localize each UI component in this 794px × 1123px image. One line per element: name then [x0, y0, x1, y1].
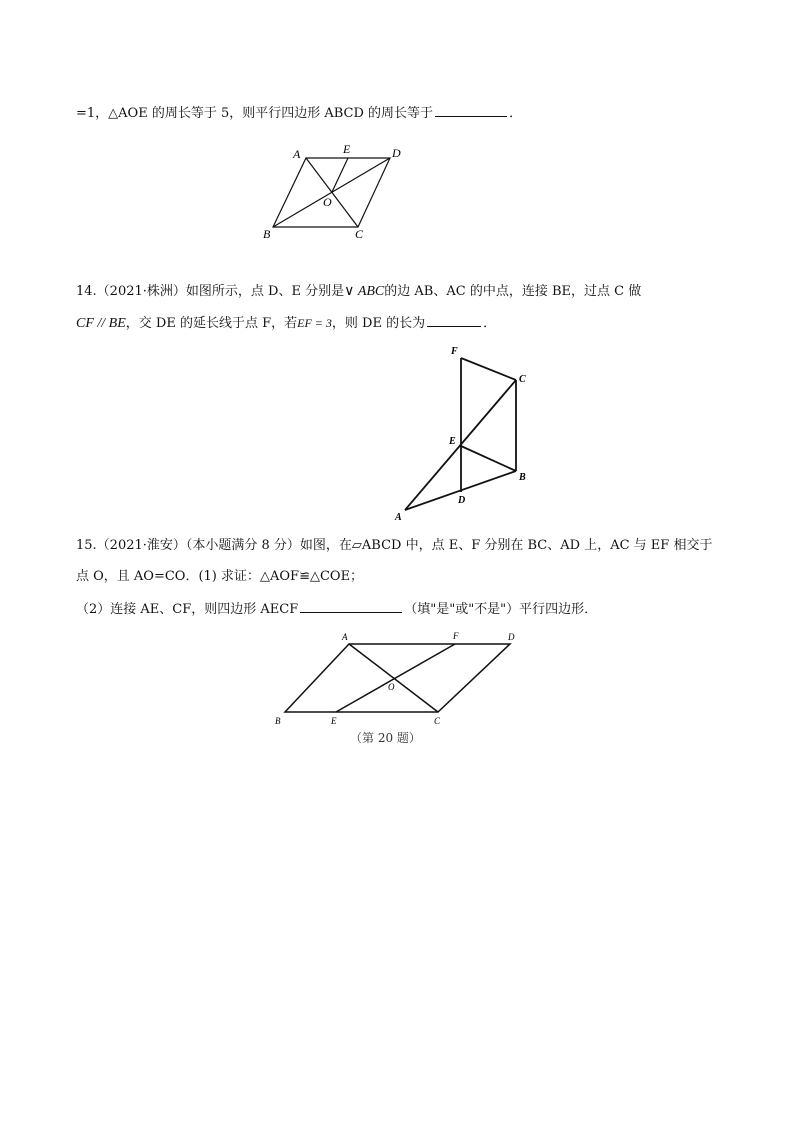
q15-line3-b: （填"是"或"不是"）平行四边形．: [404, 602, 598, 617]
q15-answer-blank[interactable]: [300, 600, 402, 613]
q13-answer-blank[interactable]: [435, 104, 507, 117]
q15-label-e: E: [331, 716, 337, 726]
q14-label-e: E: [449, 436, 456, 447]
q15-label-f: F: [453, 631, 459, 641]
q13-label-b: B: [263, 227, 271, 241]
q15-line-3: [76, 600, 597, 619]
q14-line-2: [76, 314, 496, 333]
q15-figure: [268, 630, 528, 750]
q14-answer-blank[interactable]: [427, 314, 481, 327]
q14-label-f: F: [451, 346, 458, 357]
q15-diagonal-ac: [349, 644, 438, 712]
q15-line-1: [76, 537, 712, 555]
q15-line2: 点 O，且 AO=CO．(1) 求证：△AOF≌△COE；: [76, 569, 364, 584]
q15-line1: 15.（2021·淮安）（本小题满分 8 分）如图，在▱ABCD 中，点 E、F 分别在 BC、AD 上，AC 与 EF 相交于: [76, 538, 713, 553]
q13-label-c: C: [355, 227, 364, 241]
q15-line3-a: （2）连接 AE、CF，则四边形 AECF: [76, 602, 299, 617]
q14-triangle-abc: ∨ ABC: [344, 284, 385, 299]
q15-label-o: O: [388, 682, 395, 692]
q14-ef-value: EF = 3: [297, 316, 332, 330]
q14-segment-fc: [461, 358, 516, 380]
q14-segment-eb: [461, 446, 516, 471]
q15-line-2: [76, 568, 363, 586]
q14-label-b: B: [519, 472, 526, 483]
q14-line2-a: ，交 DE 的延长线于点 F，若: [125, 316, 298, 331]
q14-cf-parallel-be: CF // BE: [76, 316, 126, 331]
q14-label-c: C: [519, 374, 526, 385]
q13-text: [76, 104, 522, 123]
q14-line1-b: 的边 AB、AC 的中点，连接 BE，过点 C 做: [384, 284, 642, 299]
q14-label-a: A: [395, 512, 402, 523]
q13-label-o: O: [323, 195, 332, 209]
q13-line-prefix: =1，△AOE 的周长等于 5，则平行四边形 ABCD 的周长等于: [76, 106, 434, 121]
q13-diagonal-bd: [273, 158, 390, 227]
q13-line-suffix: ．: [509, 106, 523, 121]
q13-label-d: D: [392, 146, 401, 160]
q14-line-1: [76, 283, 641, 301]
q14-label-d: D: [458, 495, 466, 506]
q14-line2-b: ，则 DE 的长为: [331, 316, 426, 331]
q14-line2-end: ．: [483, 316, 497, 331]
q13-figure: [255, 140, 415, 245]
q15-label-b: B: [275, 716, 281, 726]
q13-label-a: A: [293, 147, 301, 161]
q15-figure-caption: （第 20 题）: [350, 731, 421, 745]
q14-line1-a: 14.（2021·株洲）如图所示，点 D、E 分别是: [76, 284, 345, 299]
q13-label-e: E: [343, 142, 351, 156]
q15-label-a: A: [342, 632, 348, 642]
q14-figure: [385, 340, 535, 525]
q15-parallelogram: [285, 644, 510, 712]
q15-label-c: C: [434, 716, 441, 726]
q15-segment-fe: [336, 644, 455, 712]
q15-label-d: D: [508, 632, 515, 642]
